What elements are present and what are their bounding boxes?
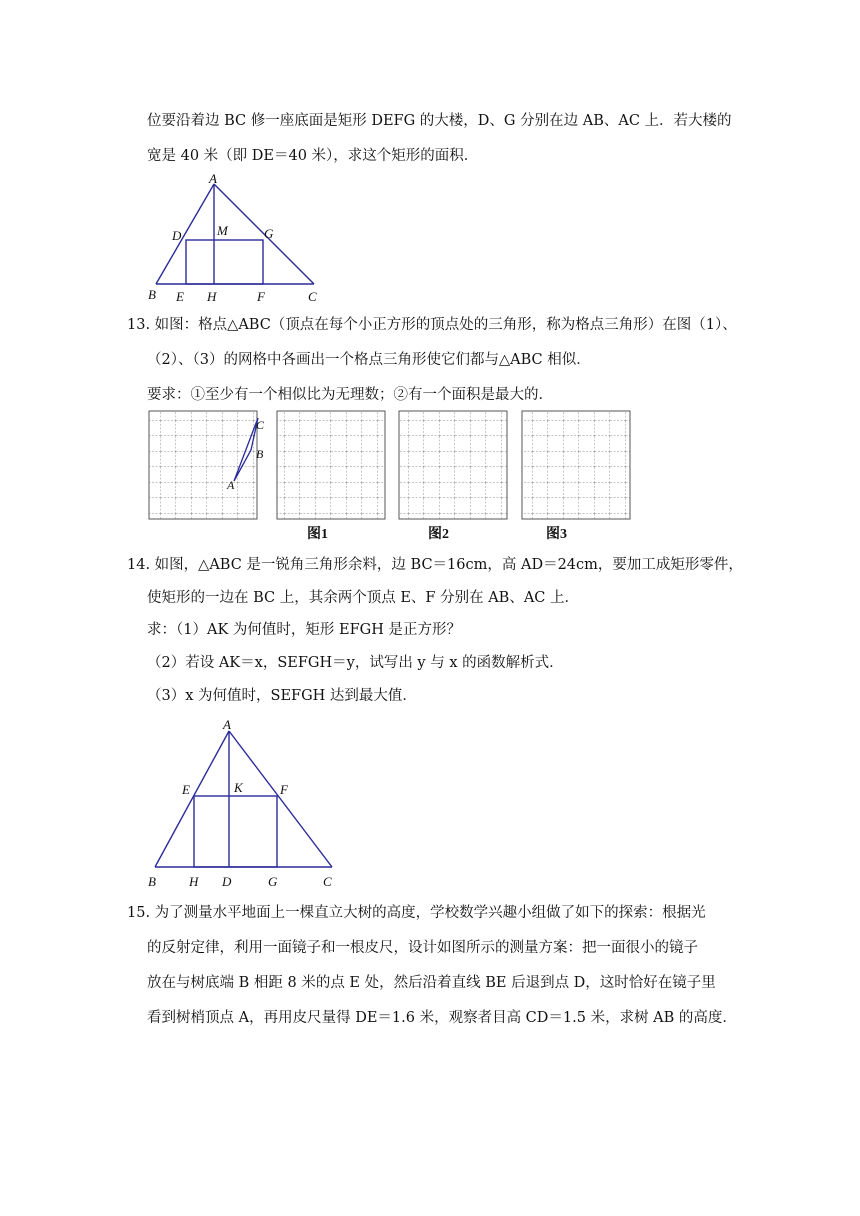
p13-line-2: （2）、（3）的网格中各画出一个格点三角形使它们都与△ABC 相似． [147,352,591,368]
p15-line-1: 15. 为了测量水平地面上一棵直立大树的高度，学校数学兴趣小组做了如下的探索：根据光 [127,905,706,921]
p15-line-2: 的反射定律，利用一面镜子和一根皮尺，设计如图所示的测量方案：把一面很小的镜子 [147,940,698,956]
p13-grids-figure [145,405,645,545]
p14-line-2: 使矩形的一边在 BC 上，其余两个顶点 E、F 分别在 AB、AC 上． [147,590,580,606]
p14-line-4: （2）若设 AK＝x，SEFGH＝y，试写出 y 与 x 的函数解析式． [147,655,564,671]
label-f: F [257,289,265,304]
label-h: H [207,289,217,304]
p14-rectangle-efgh [194,796,277,867]
label-c: C [323,874,332,889]
label-a: A [223,717,231,732]
p13-line-3: 要求：①至少有一个相似比为无理数；②有一个面积是最大的． [147,387,553,403]
label-g: G [268,874,278,889]
label-e: E [182,782,190,797]
p14-line-1: 14. 如图，△ABC 是一锐角三角形余料，边 BC＝16cm，高 AD＝24cm，要加工成矩形零件， [127,557,743,573]
label-d: D [222,874,232,889]
label-k: K [234,780,243,795]
label-b: B [148,874,156,889]
p15-line-3: 放在与树底端 B 相距 8 米的点 E 处，然后沿着直线 BE 后退到点 D，这时恰好在镜子里 [147,975,716,991]
label-e: E [176,289,184,304]
label-h: H [189,874,199,889]
label-m: M [217,223,228,238]
caption-fig-2: 图2 [428,527,449,542]
p13-line-1: 13. 如图：格点△ABC（顶点在每个小正方形的顶点处的三角形，称为格点三角形）在图（1）、 [127,317,737,333]
p15-line-4: 看到树梢顶点 A，再用皮尺量得 DE＝1.6 米，观察者目高 CD＝1.5 米，求树 AB 的高度． [147,1010,737,1026]
p14-figure [140,716,345,894]
p12-rectangle-defg [186,240,263,284]
grid-fig-1 [277,411,385,542]
p12-line-2: 宽是 40 米（即 DE＝40 米），求这个矩形的面积． [147,148,479,164]
grid-label-c: C [256,418,265,432]
label-f: F [280,782,288,797]
grid-fig-2 [399,411,507,542]
label-g: G [264,226,274,241]
label-a: A [209,172,217,186]
p12-figure [140,172,340,307]
p14-side-ac [229,731,332,867]
p12-line-1: 位要沿着边 BC 修一座底面是矩形 DEFG 的大楼，D、G 分别在边 AB、AC 上．若大楼的 [147,113,732,129]
grid-label-a: A [227,478,235,492]
p14-line-3: 求：（1）AK 为何值时，矩形 EFGH 是正方形？ [147,622,461,638]
caption-fig-1: 图1 [307,527,328,542]
label-d: D [172,228,182,243]
label-b: B [148,287,156,302]
grid-fig-3 [522,411,630,542]
grid-original [149,411,265,519]
caption-fig-3: 图3 [546,527,567,542]
p14-line-5: （3）x 为何值时，SEFGH 达到最大值． [147,688,417,704]
p14-side-ab [155,731,229,867]
p12-side-ab [156,184,214,284]
label-c: C [308,289,317,304]
grid-label-b: B [256,447,264,461]
